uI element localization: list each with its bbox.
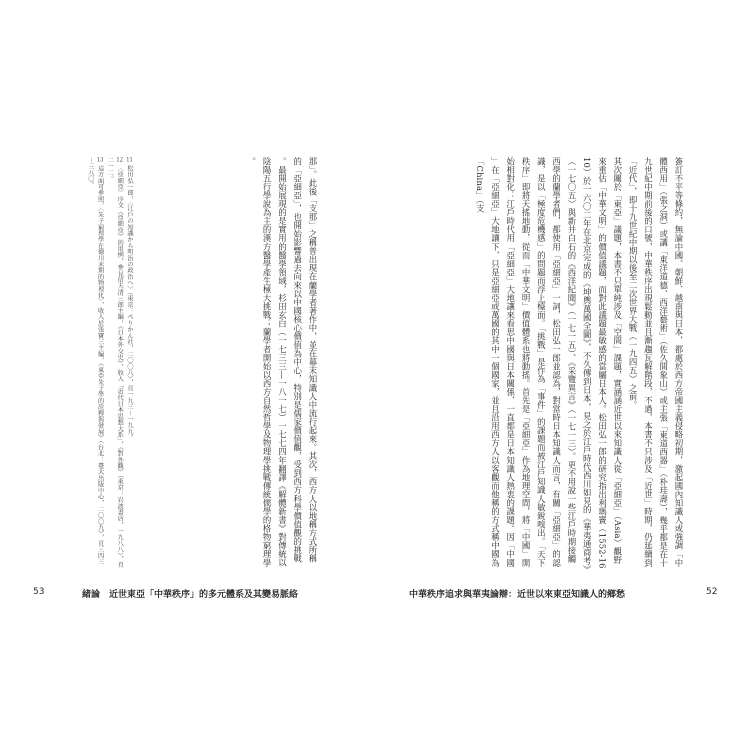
footnote xyxy=(124,157,134,570)
running-header-left: 緒論 近世東亞「中華秩序」的多元體系及其變易脈絡 xyxy=(82,590,299,600)
right-page-body xyxy=(382,157,686,570)
footnote-number: 13 xyxy=(96,157,104,163)
paragraph: 那」。此後「支那」之稱普出現在蘭學者著作中，並在幕末知識人中流行起來。其次，西方人以地稱方式所稱的「亞細亞」，也開始影響過去向來以中國核心價值為中心，特別是儒家價值觀，受到西方科學價值觀的挑戰。最開始展現的是實用的醫學領域，杉田玄白（一七三三―一八一七）一七七四年翻譯《解體新書》對傳統以陰陽五行學說為主的漢方醫學產生極大挑戰；蘭學者開始以西方自然哲學及物理學挑戰傳統儒學的格物窮理學。 xyxy=(246,157,318,567)
footnote-number: 11 xyxy=(126,157,133,163)
footnote-text: 松田弘一郎，〈江戶の知識から明治の政治へ〉（東京：ぺりかん社，二〇〇八），頁一九三－一九九。 xyxy=(126,164,133,441)
footnotes xyxy=(60,157,134,570)
page-number-right: 52 xyxy=(706,587,718,597)
running-header-right: 中華秩序追求與華夷論辯：近世以來東亞知識人的鄉愁 xyxy=(409,590,626,600)
paragraph: 其次關於「東亞」議題，本書不只單純涉及「空間」課題，實涵涵近世以來知識人從「亞細亞」（Asia）觀野來重估「中華文明」的價值議題，而對此議題最敏感的當屬日本人。松田弘一郎的研究指出利瑪竇（1552-1610）於一六〇二年在北京完成的《坤輿萬國全圖》，不久傳到日本，見之於江戶時代西川如見的《華夷通商考》（一七〇五）與新井白石的《西洋紀聞》（一七一五）、《采覽異言》（一七一三）。更不用說一些江戶時期接觸西學的蘭學者們，都使用「亞細亞」一詞，松田弘一郎並認為，對當時日本知識人而言，有關「亞細亞」的認識，是以「極度危機感」的問題而浮上檯面。「挑戰」是作為「事件」的課題而被江戶知識人敏銳嗅出。「天下秩序」即將天搖地動，從而「中華文明」價值體系也將動搖。首先是「亞細亞」作為地理空間，將「中國」開始相對化：江戶時代用「亞細亞」大地讓來看思中國與日本關係，一直都是日本知識人熱衷的課題。因「中國」在「亞細亞」大地讓下，只是亞細亞或萬國的其中一個國家，並且沿用西方人以客觀而他稱的方式稱中國為「China」（支 xyxy=(475,157,623,570)
footnote xyxy=(85,157,105,570)
footnote-number: 12 xyxy=(116,157,123,163)
footnote-text: 〈亞細亞〉序文《亞細亞》的用例，參見信夫清三郎主編，《日本外交史》，收入「近代日本思想大系」，《對外觀》（東京：岩波書店，一九八八），頁二一二。 xyxy=(106,157,124,568)
footnote xyxy=(105,157,125,570)
footnote-text: 這方面可參照，〈朱子窮理學在德川末期的物理化〉，收入於張寶三主編，《東亞朱子學的詮釋與發展》（台北：臺大出版中心，二〇〇九），頁三四三－三八〇。 xyxy=(86,157,104,565)
page-number-left: 53 xyxy=(33,587,45,597)
paragraph: 簽訂不平等條約，無論中國、朝鮮、越南與日本，都處於西方帝國主義侵略初期，激起國內知識人或強調「中體西用」（張之洞）或講「東洋道德、西洋藝術」（佐久間象山）或主張「東道西器」（朴珪壽），幾乎都是在十九世紀中期前後的口號，中華秩序出現鬆動並且漸趨瓦解階段，不過，本書不只涉及「近世」時期，仍延續到「近代」，即十九世紀中期以後至二次世界大戰（一九四五）之前。 xyxy=(628,157,684,568)
left-page-body xyxy=(173,157,320,570)
